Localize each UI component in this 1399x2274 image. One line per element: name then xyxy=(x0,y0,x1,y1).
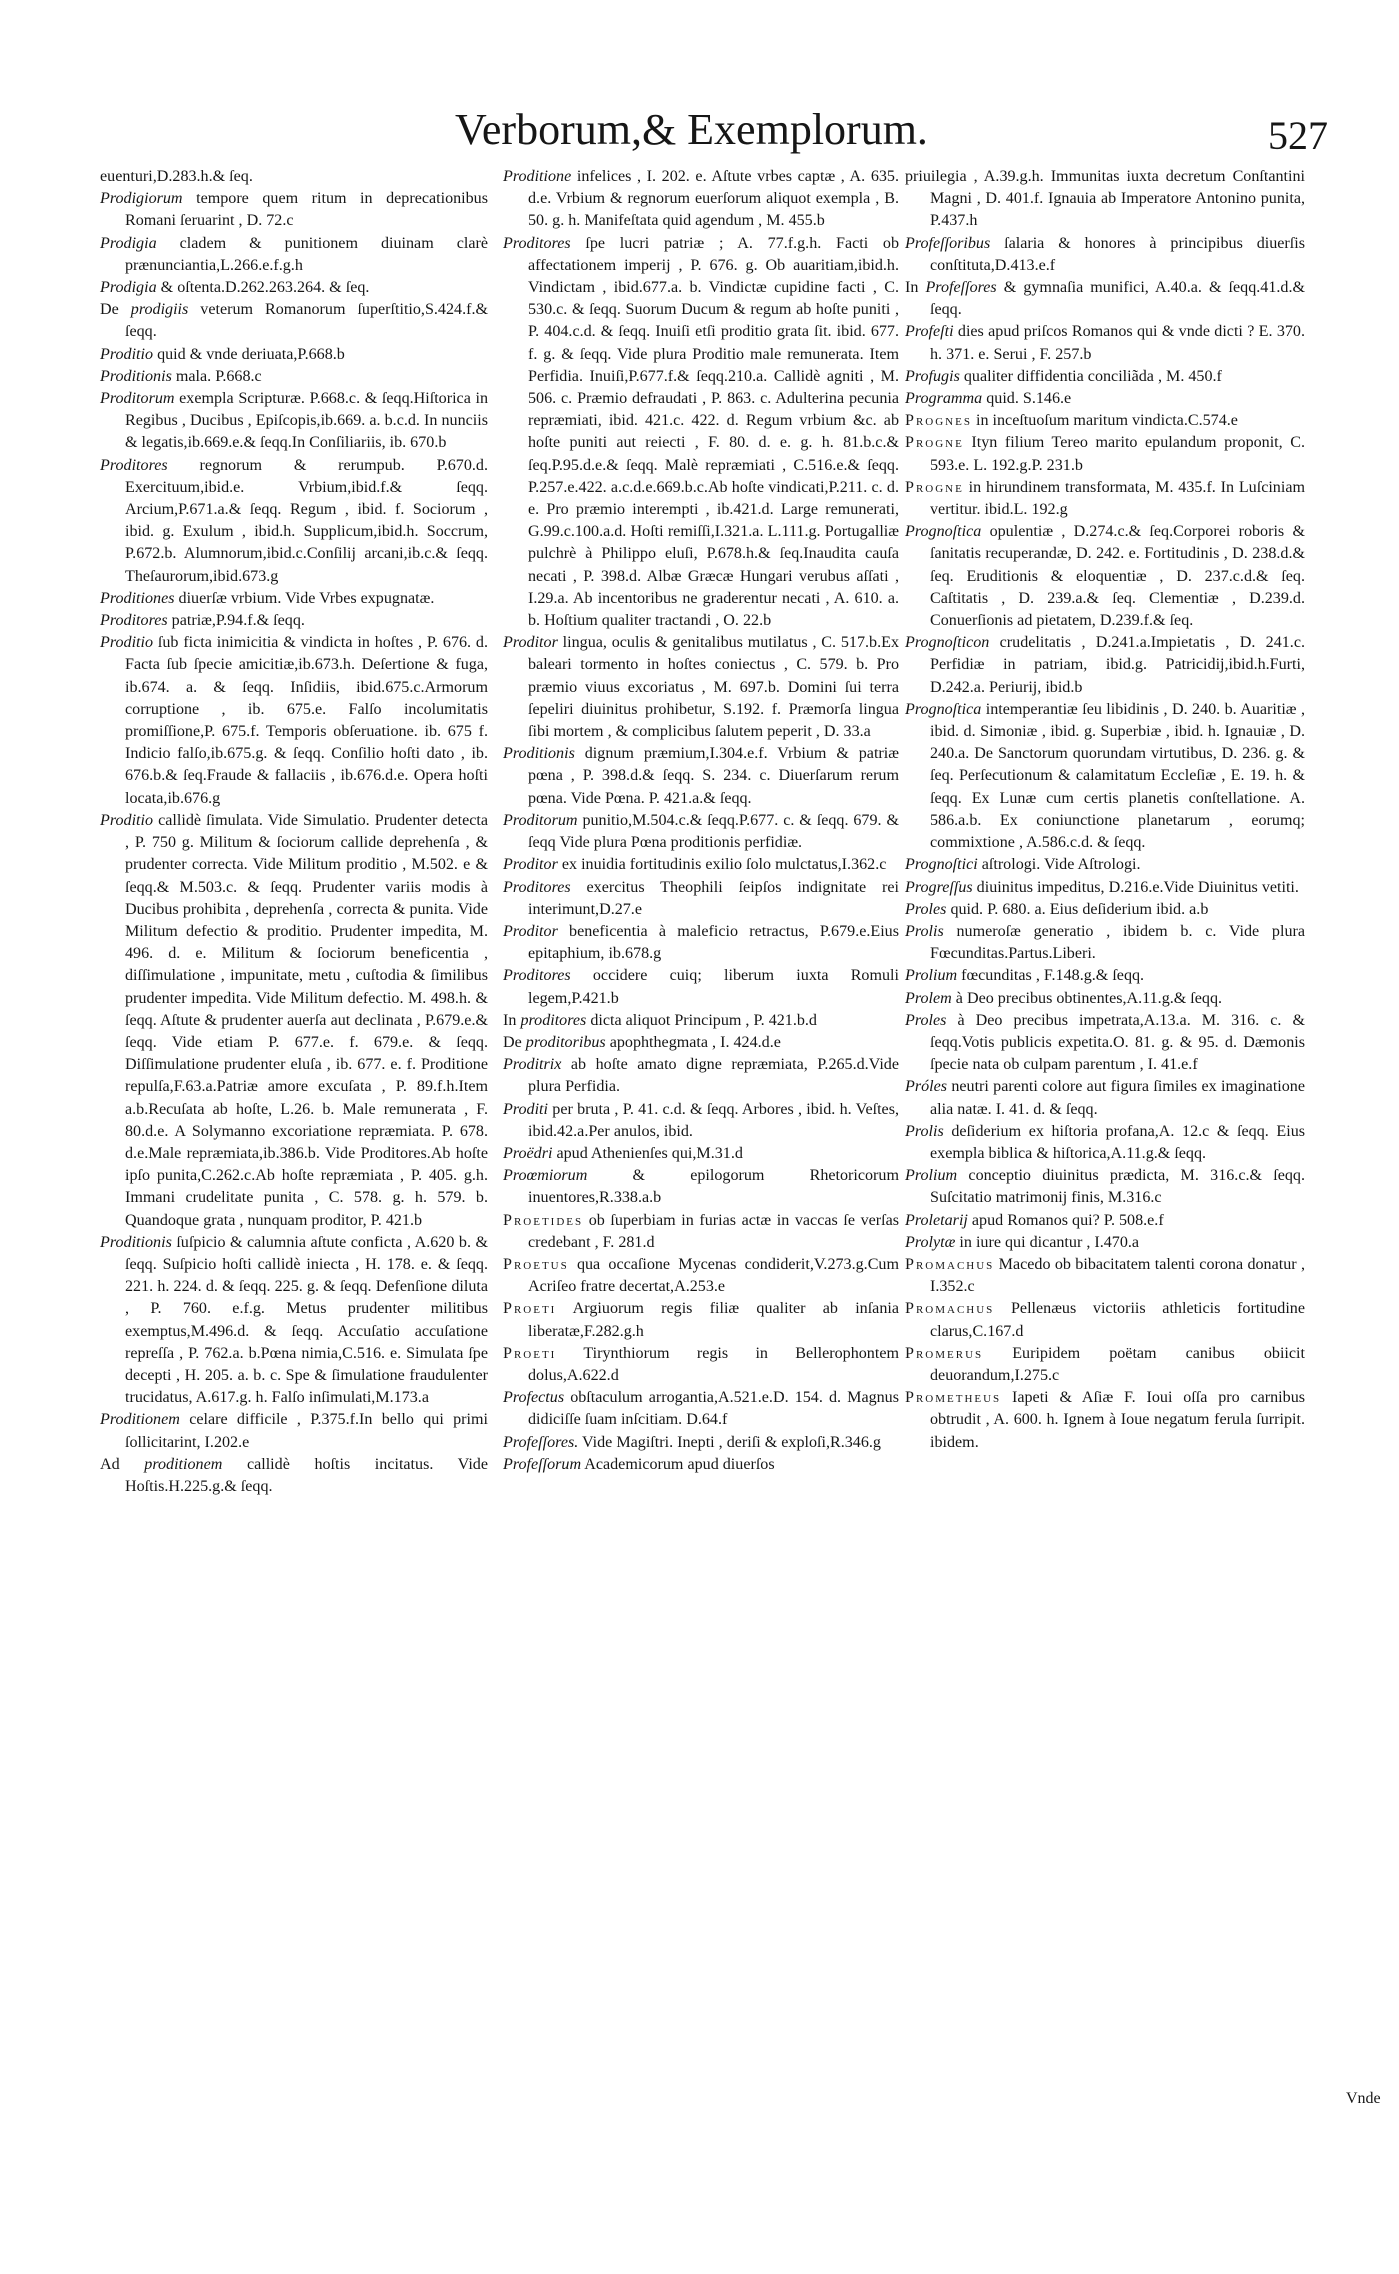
entry-references: per bruta , P. 41. c.d. & ſeqq. Arbores , ibid. h. Veſtes, ibid.42.a.Per anulos, ibid. xyxy=(528,1100,899,1140)
index-entry xyxy=(905,1254,1305,1298)
index-entry xyxy=(905,632,1305,699)
entry-headword: Prognoſtica xyxy=(905,700,982,718)
entry-headword: Prognes xyxy=(905,412,972,430)
entry-references: exempla Scripturæ. P.668.c. & ſeqq.Hiſtorica in Regibus , Ducibus , Epiſcopis,ib.669. a. b.c.d. In nunciis & legatis,ib.669.e.& ſeqq.In Conſiliariis, ib. 670.b xyxy=(125,390,488,452)
entry-headword: Profugis xyxy=(905,367,960,385)
entry-references: ob ſuperbiam in furias actæ in vaccas ſe verſas credebant , F. 281.d xyxy=(528,1211,899,1251)
index-entry xyxy=(905,965,1305,987)
entry-references: Academicorum apud diuerſos xyxy=(581,1455,775,1473)
entry-headword: prodigiis xyxy=(130,301,189,319)
entry-headword: Prodigia xyxy=(100,279,157,297)
entry-references: crudelitatis , D.241.a.Impietatis , D. 241.c. Perfidiæ in patriam, ibid.g. Patricidij,ibid.h.Furti, D.242.a. Periurij, ibid.b xyxy=(930,634,1305,696)
entry-headword: Proditores xyxy=(100,612,168,630)
index-entry xyxy=(503,743,899,810)
entry-headword: Proditionem xyxy=(100,1411,180,1429)
entry-headword: Proetus xyxy=(503,1255,569,1273)
entry-headword: Prognoſticon xyxy=(905,634,990,652)
index-entry xyxy=(503,632,899,743)
entry-references: à Deo precibus obtinentes,A.11.g.& ſeqq. xyxy=(951,989,1223,1007)
entry-references: qualiter diffidentia conciliãda , M. 450.f xyxy=(959,367,1222,385)
entry-headword: Proditores xyxy=(503,234,571,252)
entry-prefix: In xyxy=(503,1011,521,1029)
entry-references: ex inuidia fortitudinis exilio ſolo mulctatus,I.362.c xyxy=(557,856,887,874)
index-entry xyxy=(905,521,1305,632)
entry-references: lingua, oculis & genitalibus mutilatus , C. 517.b.Ex baleari tormento in hoſtes coniectus , C. 579. b. Pro præmio viuus excoriatus , M. 697.b. Domini ſui terra ſepeliri diuinitus prohibetur, S.192. f. Præmorſa lingua ſibi mortem , & complicibus ſalutem peperit , D. 33.a xyxy=(528,634,899,741)
entry-headword: Proëdri xyxy=(503,1144,553,1162)
entry-prefix: De xyxy=(100,301,131,319)
entry-headword: Profectus xyxy=(503,1389,565,1407)
index-entry xyxy=(905,1387,1305,1454)
index-entry xyxy=(905,1343,1305,1387)
index-entry xyxy=(100,610,488,632)
entry-headword: Proditiones xyxy=(100,589,175,607)
index-entry xyxy=(503,877,899,921)
entry-headword: Prodigiorum xyxy=(100,190,183,208)
entry-headword: Proditor xyxy=(503,856,558,874)
entry-headword: Proeti xyxy=(503,1300,557,1318)
entry-references: patriæ,P.94.f.& ſeqq. xyxy=(167,612,305,630)
entry-headword: Prolytæ xyxy=(905,1233,956,1251)
catchword: Vnde xyxy=(1346,2090,1381,2107)
entry-headword: Proditi xyxy=(503,1100,549,1118)
entry-headword: Proditio xyxy=(100,345,154,363)
entry-references: & epilogorum Rhetoricorum inuentores,R.338.a.b xyxy=(528,1167,899,1207)
index-column-3 xyxy=(905,166,1305,1454)
entry-headword: Proditores xyxy=(503,967,571,985)
entry-headword: Proditores xyxy=(503,878,571,896)
entry-references: obſtaculum arrogantia,A.521.e.D. 154. d. Magnus didiciſſe ſuam inſcitiam. D.64.f xyxy=(528,1389,899,1429)
entry-headword: Próles xyxy=(905,1078,948,1096)
entry-headword: Progne xyxy=(905,478,964,496)
index-entry xyxy=(905,1210,1305,1232)
index-entry xyxy=(503,1298,899,1342)
entry-headword: Proles xyxy=(905,900,947,918)
entry-references: diuinitus impeditus, D.216.e.Vide Diuinitus vetiti. xyxy=(972,878,1299,896)
entry-headword: Prolis xyxy=(905,1122,944,1140)
index-entry xyxy=(905,854,1305,876)
index-entry xyxy=(905,166,1305,233)
index-entry xyxy=(905,477,1305,521)
entry-headword: Proditionis xyxy=(100,367,172,385)
index-entry xyxy=(503,1210,899,1254)
entry-headword: Proditores xyxy=(100,456,168,474)
entry-headword: Prodigia xyxy=(100,234,157,252)
index-entry xyxy=(905,1010,1305,1077)
entry-references: dignum præmium,I.304.e.f. Vrbium & patriæ pœna , P. 398.d.& ſeqq. S. 234. c. Diuerſarum rerum pœna. Vide Pœna. P. 421.a.& ſeqq. xyxy=(528,745,899,807)
entry-references: tempore quem ritum in deprecationibus Romani ſeruarint , D. 72.c xyxy=(125,190,488,230)
index-entry xyxy=(905,899,1305,921)
entry-headword: Programma xyxy=(905,390,983,408)
index-entry xyxy=(503,1143,899,1165)
index-entry xyxy=(905,233,1305,277)
entry-headword: Prometheus xyxy=(905,1389,1002,1407)
index-entry xyxy=(905,1165,1305,1209)
entry-headword: proditores xyxy=(520,1011,587,1029)
index-entry xyxy=(503,1454,899,1476)
index-entry xyxy=(503,854,899,876)
entry-headword: Prolem xyxy=(905,989,952,1007)
index-entry xyxy=(100,1232,488,1410)
entry-headword: Proditione xyxy=(503,168,572,185)
index-entry xyxy=(905,1076,1305,1120)
entry-references: euenturi,D.283.h.& ſeq. xyxy=(100,168,253,185)
index-entry xyxy=(503,965,899,1009)
entry-references: apud Romanos qui? P. 508.e.f xyxy=(967,1211,1164,1229)
entry-references: ſuſpicio & calumnia aſtute conficta , A.620 b. & ſeqq. Suſpicio hoſti callidè iniecta , H. 178. e. & ſeqq. 221. h. 224. d. & ſeqq. 225. g. & ſeqq. Defenſione diluta , P. 760. e.f.g. Metus prudenter militibus exemptus,M.496.d. & ſeqq. Accuſatio accuſatione repreſſa , P. 762.a. b.Pœna nimia,C.516. e. Simulata ſpe decepti , H. 205. a. b. c. Spe & ſimulatione fraudulenter trucidatus, A.617.g. h. Falſo inſimulati,M.173.a xyxy=(125,1233,488,1407)
entry-references: priuilegia , A.39.g.h. Immunitas iuxta decretum Conſtantini Magni , D. 401.f. Ignauia ab Imperatore Antonino punita, P.437.h xyxy=(905,168,1305,230)
index-entry xyxy=(503,1010,899,1032)
entry-prefix: Ad xyxy=(100,1455,145,1473)
entry-references: ſub ficta inimicitia & vindicta in hoſtes , P. 676. d. Facta ſub ſpecie amicitiæ,ib.673.h. Deſertione & fuga, ib.674. a. & ſeqq. Inſidiis, ibid.675.c.Armorum corruptione , ib. 675.e. Falſo incolumitatis promiſſione,P. 675.f. Temporis obſeruatione. ib. 675 f. Indicio falſo,ib.675.g. & ſeqq. Conſilio hoſti dato , ib. 676.b.& ſeq.Fraude & fallaciis , ib.676.d.e. Opera hoſti locata,ib.676.g xyxy=(125,634,488,807)
entry-references: Argiuorum regis filiæ qualiter ab inſania liberatæ,F.282.g.h xyxy=(528,1300,899,1340)
entry-references: punitio,M.504.c.& ſeqq.P.677. c. & ſeqq. 679. & ſeqq Vide plura Pœna proditionis perfidiæ. xyxy=(528,811,899,852)
entry-headword: Profeſſorum xyxy=(503,1455,582,1473)
entry-headword: Profeſti xyxy=(905,323,954,341)
entry-references: Ityn filium Tereo marito epulandum proponit, C. 593.e. L. 192.g.P. 231.b xyxy=(930,434,1305,474)
entry-headword: Progreſſus xyxy=(905,878,973,896)
entry-headword: proditoribus xyxy=(525,1033,606,1051)
index-entry xyxy=(905,277,1305,321)
entry-references: ſpe lucri patriæ ; A. 77.f.g.h. Facti ob affectationem imperij , P. 676. g. Ob auaritiam,ibid.h. Vindictam , ibid.677.a. b. Vindictæ cupidine facti , C. 530.c. & ſeqq. Suorum Ducum & regum ab hoſte puniti , P. 404.c.d. & ſeqq. Inuiſi etſi proditio grata ſit. ibid. 677. f. g. & ſeqq. Vide plura Proditio male remunerata. Item Perfidia. Inuiſi,P.677.f.& ſeqq.210.a. Callidè agniti , M. 506. c. Præmio defraudati , P. 863. c. Adulterina pecunia repræmiati, ibid. 421.c. 422. d. Regum vrbium &c. ab hoſte puniti aut reiecti , F. 80. d. e. g. h. 81.b.c.& ſeq.P.95.d.e.& ſeqq. Malè repræmiati , C.516.e.& ſeqq. P.257.e.422. a.c.d.e.669.b.c.Ab hoſte vindicati,P.211. c. d. e. Pro præmio interempti , ib.421.d. Large remunerati, G.99.c.100.a.d. Hoſti remiſſi,I.321.a. L.111.g. Portugalliæ pulchrè à Philippo eluſi, P.678.h.& ſeq.Inaudita cauſa necati , P. 398.d. Albæ Græcæ Hungari verubus aſſati , I.29.a. Ab incentoribus ne graderentur necati , A. 610. a. b. Hoſtium qualiter tractandi , O. 22.b xyxy=(528,234,899,630)
entry-references: conceptio diuinitus prædicta, M. 316.c.& ſeqq. Suſcitatio matrimonij finis, M.316.c xyxy=(930,1167,1305,1207)
entry-references: regnorum & rerumpub. P.670.d. Exercituum,ibid.e. Vrbium,ibid.f.& ſeqq. Arcium,P.671.a.& ſeqq. Regum , ibid. f. Sociorum , ibid. g. Exulum , ibid.h. Supplicum,ibid.h. Soccrum, P.672.b. Alumnorum,ibid.c.Conſilij arcani,ib.c.& ſeqq. Theſaurorum,ibid.673.g xyxy=(125,456,488,585)
entry-references: cladem & punitionem diuinam clarè prænunciantia,L.266.e.f.g.h xyxy=(125,234,488,274)
entry-references: beneficentia à maleficio retractus, P.679.e.Eius epitaphium, ib.678.g xyxy=(528,922,899,963)
index-entry xyxy=(905,699,1305,854)
entry-headword: Proletarij xyxy=(905,1211,968,1229)
entry-references: callidè hoſtis incitatus. Vide Hoſtis.H.225.g.& ſeqq. xyxy=(125,1455,488,1495)
index-entry xyxy=(905,432,1305,476)
entry-references: in iure qui dicantur , I.470.a xyxy=(955,1233,1140,1251)
entry-references: à Deo precibus impetrata,A.13.a. M. 316. c. & ſeqq.Votis publicis expetita.O. 81. g. & 95. d. Dæmonis ſpecie nata ob culpam parentum , I. 41.e.f xyxy=(930,1011,1305,1074)
entry-references: callidè ſimulata. Vide Simulatio. Prudenter detecta , P. 750 g. Militum & ſociorum callide deprehenſa , & prudenter correcta. Vide Militum proditio , M.502. e & ſeqq.& M.503.c. & ſeqq. Prudenter variis modis à Ducibus prohibita , deprehenſa , correcta & punita. Vide Militum defectio & proditio. Prudenter impedita, M. 496. d. e. Militum & ſociorum beneficentia , diſſimulatione , impunitate, metu , cuſtodia & ſimilibus prudenter impedita. Vide Militum defectio. M. 498.h. & ſeqq. Aſtute & prudenter auerſa aut declinata , P.679.e.& ſeqq. Vide etiam P. 677.e. f. 679.e. & ſeqq. Diſſimulatione prudenter eluſa , ib. 677. e. f. Proditione repulſa,F.63.a.Patriæ amore excuſata , P. 89.f.h.Item a.b.Recuſata ab hoſte, L.26. b. Male remunerata , F. 80.d.e. A Solymanno excoriatione repræmiata. P. 678. d.e.Male repræmiata,ib.386.b. Vide Proditores.Ab hoſte ipſo punita,C.262.c.Ab hoſte repræmiata , P. 405. g.h. Immani crudelitate punita , C. 578. g. h. 579. b. Quandoque grata , nunquam proditor, P. 421.b xyxy=(125,811,488,1229)
index-column-2 xyxy=(503,166,899,1476)
entry-headword: Proditor xyxy=(503,922,558,940)
entry-references: in inceſtuoſum maritum vindicta.C.574.e xyxy=(971,412,1238,430)
entry-references: quid & vnde deriuata,P.668.b xyxy=(153,345,345,363)
entry-references: occidere cuiq; liberum iuxta Romuli legem,P.421.b xyxy=(528,967,899,1007)
entry-headword: Proditor xyxy=(503,634,558,652)
index-column-1 xyxy=(100,166,488,1498)
entry-references: numeroſæ generatio , ibidem b. c. Vide plura Fœcunditas.Partus.Liberi. xyxy=(930,922,1305,963)
entry-references: veterum Romanorum ſuperſtitio,S.424.f.& ſeqq. xyxy=(125,301,488,341)
index-entry xyxy=(503,1032,899,1054)
index-entry xyxy=(100,366,488,388)
index-entry xyxy=(100,166,488,188)
entry-headword: Profeſſores xyxy=(925,279,997,297)
entry-headword: Prognoſtici xyxy=(905,856,978,874)
index-entry xyxy=(503,921,899,965)
running-title: Verborum,& Exemplorum. xyxy=(455,105,928,154)
index-entry xyxy=(503,1165,899,1209)
entry-references: exercitus Theophili ſeipſos indignitate rei interimunt,D.27.e xyxy=(528,878,899,918)
entry-headword: Promerus xyxy=(905,1344,984,1362)
entry-headword: Prolium xyxy=(905,967,958,985)
entry-references: ab hoſte amato digne repræmiata, P.265.d.Vide plura Perfidia. xyxy=(528,1056,899,1096)
entry-references: Vide Magiſtri. Inepti , deriſi & exploſi,R.346.g xyxy=(578,1433,881,1451)
index-entry xyxy=(503,1432,899,1454)
entry-headword: Proditio xyxy=(100,634,154,652)
entry-references: apophthegmata , I. 424.d.e xyxy=(605,1033,781,1051)
entry-headword: Progne xyxy=(905,434,964,452)
entry-references: aſtrologi. Vide Aſtrologi. xyxy=(977,856,1141,874)
entry-references: Tirynthiorum regis in Bellerophontem dolus,A.622.d xyxy=(528,1344,899,1384)
entry-prefix: De xyxy=(503,1033,526,1051)
entry-references: in hirundinem transformata, M. 435.f. In Luſciniam vertitur. ibid.L. 192.g xyxy=(930,478,1305,519)
index-entry xyxy=(503,1343,899,1387)
index-entry xyxy=(905,877,1305,899)
index-entry xyxy=(100,388,488,455)
page-number: 527 xyxy=(1268,113,1328,158)
entry-headword: Prolium xyxy=(905,1167,958,1185)
entry-headword: Proeti xyxy=(503,1344,557,1362)
index-entry xyxy=(905,366,1305,388)
index-entry xyxy=(100,632,488,810)
index-entry xyxy=(100,1454,488,1498)
entry-references: qua occaſione Mycenas condiderit,V.273.g.Cum Acriſeo fratre decertat,A.253.e xyxy=(528,1255,899,1296)
index-entry xyxy=(100,455,488,588)
index-entry xyxy=(905,1232,1305,1254)
entry-references: fœcunditas , F.148.g.& ſeqq. xyxy=(957,967,1145,985)
index-entry xyxy=(503,166,899,233)
index-entry xyxy=(503,810,899,854)
index-entry xyxy=(905,410,1305,432)
entry-headword: Prognoſtica xyxy=(905,523,982,541)
index-entry xyxy=(503,1054,899,1098)
entry-references: quid. P. 680. a. Eius deſiderium ibid. a.b xyxy=(946,900,1209,918)
index-entry xyxy=(100,188,488,232)
entry-headword: Proditionis xyxy=(100,1233,172,1251)
index-entry xyxy=(100,277,488,299)
entry-references: dicta aliquot Principum , P. 421.b.d xyxy=(586,1011,817,1029)
entry-references: quid. S.146.e xyxy=(982,390,1072,408)
index-entry xyxy=(503,1099,899,1143)
index-entry xyxy=(905,921,1305,965)
entry-headword: Proles xyxy=(905,1011,947,1029)
entry-headword: Proetides xyxy=(503,1211,584,1229)
index-entry xyxy=(503,1387,899,1431)
entry-references: Iapeti & Aſiæ F. Ioui oſſa pro carnibus obtrudit , A. 600. h. Ignem à Ioue negatum ferula ſurripit. ibidem. xyxy=(930,1389,1305,1451)
index-entry xyxy=(905,988,1305,1010)
entry-references: apud Athenienſes qui,M.31.d xyxy=(552,1144,743,1162)
index-entry xyxy=(905,1121,1305,1165)
index-entry xyxy=(100,1409,488,1453)
entry-headword: Proditorum xyxy=(503,811,578,829)
index-entry xyxy=(905,388,1305,410)
entry-headword: Proditio xyxy=(100,811,154,829)
index-entry xyxy=(100,233,488,277)
entry-headword: Proœmiorum xyxy=(503,1167,588,1185)
entry-references: diuerſæ vrbium. Vide Vrbes expugnatæ. xyxy=(174,589,435,607)
index-entry xyxy=(100,344,488,366)
index-entry xyxy=(100,588,488,610)
index-entry xyxy=(100,810,488,1232)
entry-references: & oſtenta.D.262.263.264. & ſeq. xyxy=(156,279,370,297)
entry-references: Euripidem poëtam canibus obiicit deuorandum,I.275.c xyxy=(930,1344,1305,1384)
entry-references: ſalaria & honores à principibus diuerſis conſtituta,D.413.e.f xyxy=(930,234,1305,274)
entry-references: neutri parenti colore aut figura ſimiles ex imaginatione alia natæ. I. 41. d. & ſeqq. xyxy=(930,1078,1305,1118)
entry-headword: Profeſſores. xyxy=(503,1433,579,1451)
entry-references: Pellenæus victoriis athleticis fortitudine clarus,C.167.d xyxy=(930,1300,1305,1340)
entry-headword: proditionem xyxy=(144,1455,223,1473)
entry-references: intemperantiæ ſeu libidinis , D. 240. b. Auaritiæ , ibid. d. Simoniæ , ibid. g. Superbiæ , ibid. h. Ignauiæ , D. 240.a. De Sanctorum quorundam virtutibus, D. 236. g. & ſeq. Perſecutionum & calamitatum Eccleſiæ , E. 19. h. & ſeqq. Ex Lunæ cum certis planetis conſtellatione. A. 586.a.b. Ex coniunctione planetarum , eorumq; commixtione , A.586.c.d. & ſeqq. xyxy=(930,700,1305,852)
index-entry xyxy=(905,321,1305,365)
entry-prefix: In xyxy=(905,279,926,297)
entry-references: infelices , I. 202. e. Aſtute vrbes captæ , A. 635. d.e. Vrbium & regnorum euerſorum aliquot exempla , B. 50. g. h. Manifeſtata quid agendum , M. 455.b xyxy=(528,168,899,230)
entry-headword: Proditorum xyxy=(100,390,175,408)
entry-headword: Promachus xyxy=(905,1255,995,1273)
entry-references: deſiderium ex hiſtoria profana,A. 12.c & ſeqq. Eius exempla biblica & hiſtorica,A.11.g.& ſeqq. xyxy=(930,1122,1305,1162)
entry-references: Macedo ob bibacitatem talenti corona donatur , I.352.c xyxy=(930,1255,1305,1296)
entry-references: opulentiæ , D.274.c.& ſeq.Corporei roboris & ſanitatis recuperandæ, D. 242. e. Fortitudinis , D. 238.d.& ſeq. Eruditionis & eloquentiæ , D. 237.c.d.& ſeq. Caſtitatis , D. 239.a.& ſeq. Clementiæ , D.239.d. Conuerſionis ad pietatem, D.239.f.& ſeq. xyxy=(930,523,1305,630)
entry-headword: Profeſſoribus xyxy=(905,234,991,252)
entry-headword: Proditrix xyxy=(503,1056,562,1074)
entry-headword: Promachus xyxy=(905,1300,995,1318)
entry-references: dies apud priſcos Romanos qui & vnde dicti ? E. 370. h. 371. e. Serui , F. 257.b xyxy=(930,323,1305,363)
index-entry xyxy=(503,233,899,633)
entry-headword: Proditionis xyxy=(503,745,575,763)
entry-headword: Prolis xyxy=(905,922,944,940)
index-entry xyxy=(905,1298,1305,1342)
index-entry xyxy=(100,299,488,343)
entry-references: celare difficile , P.375.f.In bello qui primi ſollicitarint, I.202.e xyxy=(125,1411,488,1451)
index-entry xyxy=(503,1254,899,1298)
entry-references: & gymnaſia munifici, A.40.a. & ſeqq.41.d.& ſeqq. xyxy=(930,279,1305,319)
entry-references: mala. P.668.c xyxy=(171,367,262,385)
